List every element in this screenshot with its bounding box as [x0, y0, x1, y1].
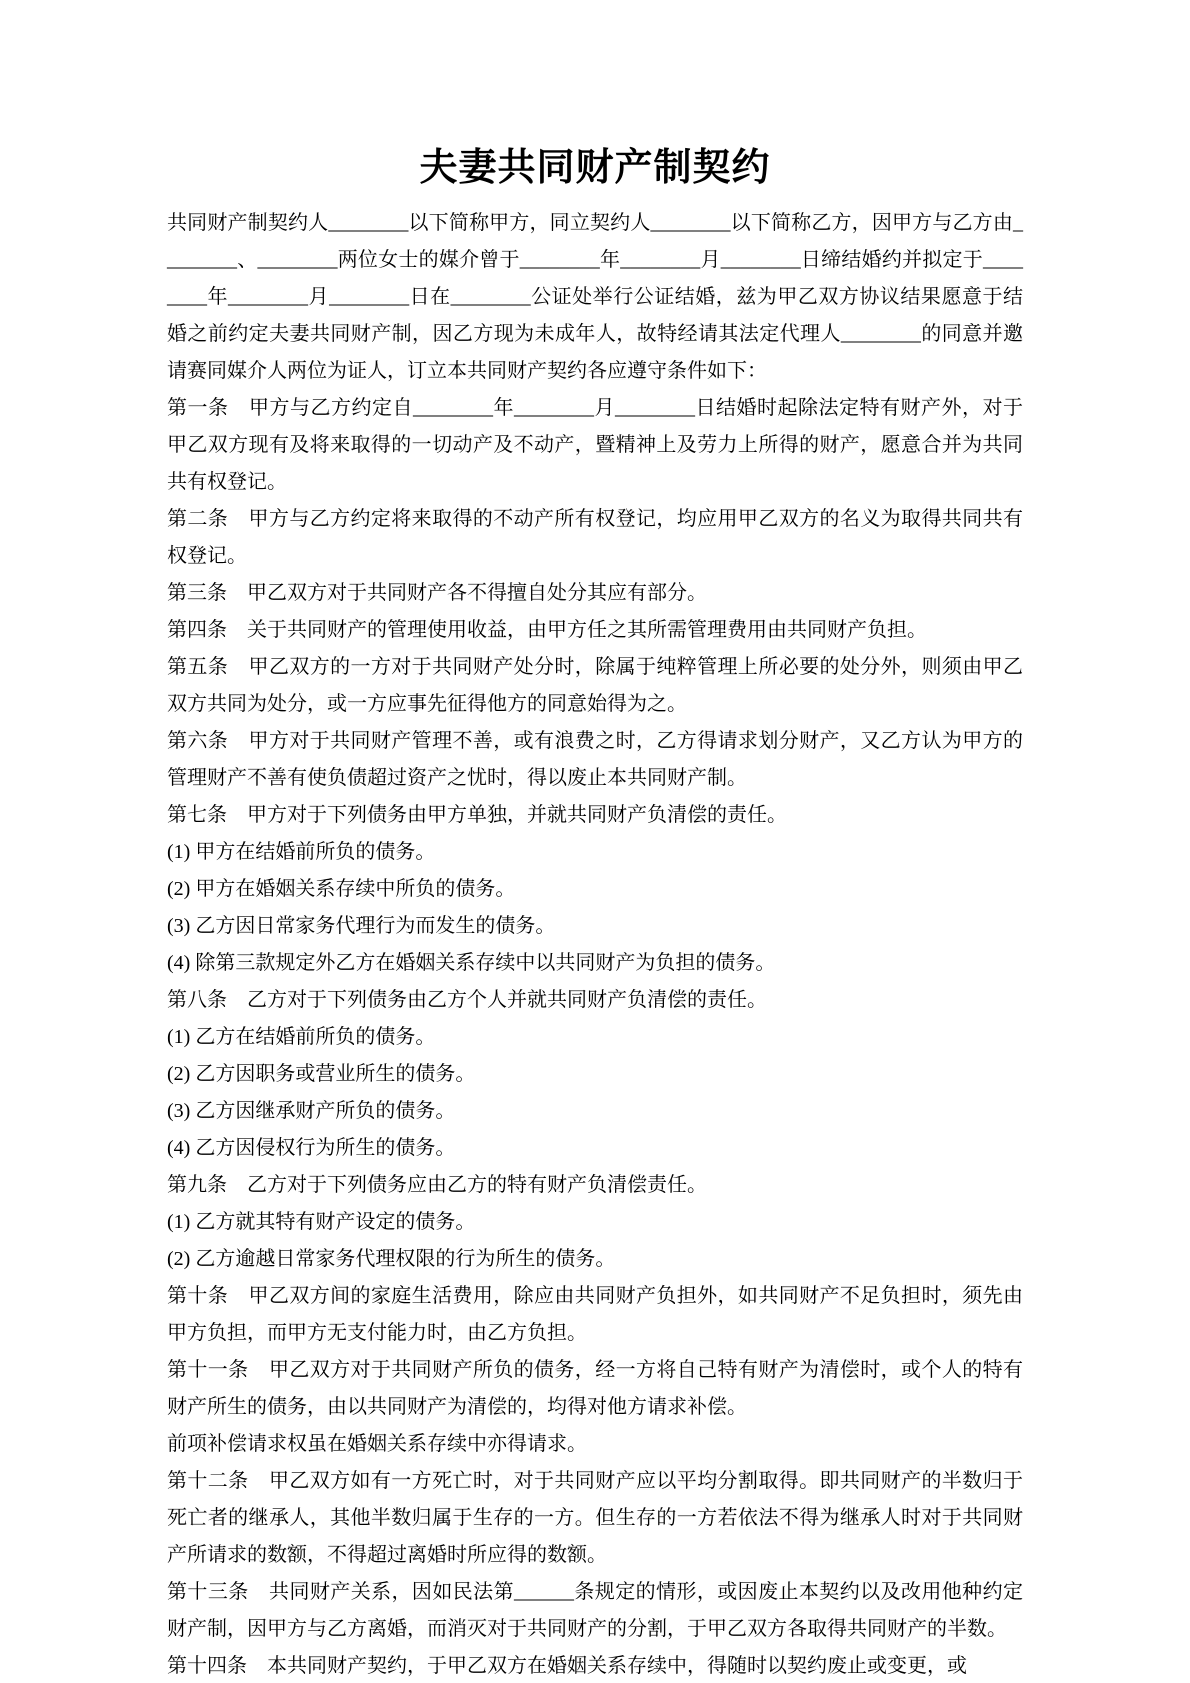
document-title: 夫妻共同财产制契约 — [419, 147, 771, 189]
contract-paragraph: 第八条 乙方对于下列债务由乙方个人并就共同财产负清偿的责任。 — [167, 989, 767, 1011]
contract-paragraph: (2) 乙方逾越日常家务代理权限的行为所生的债务。 — [167, 1248, 616, 1270]
contract-paragraph: 共同财产制契约人________以下简称甲方，同立契约人________以下简称乙方，因甲方与乙方由________、________两位女士的媒介曾于________年________月________日缔结婚约并拟定于________年________月________日在________公证处举行公证结婚，兹为甲乙双方协议结果愿意于结婚之前约定夫妻共同财产制，因乙方现为未成年人，故特经请其法定代理人________的同意并邀请赛同媒介人两位为证人，订立本共同财产契约各应遵守条件如下： — [167, 212, 1023, 382]
contract-paragraph: 第二条 甲方与乙方约定将来取得的不动产所有权登记，均应用甲乙双方的名义为取得共同共有权登记。 — [167, 508, 1023, 567]
contract-paragraph: 第六条 甲方对于共同财产管理不善，或有浪费之时，乙方得请求划分财产，又乙方认为甲方的管理财产不善有使负债超过资产之忧时，得以废止本共同财产制。 — [167, 730, 1023, 789]
contract-paragraph: 第五条 甲乙双方的一方对于共同财产处分时，除属于纯粹管理上所必要的处分外，则须由甲乙双方共同为处分，或一方应事先征得他方的同意始得为之。 — [167, 656, 1023, 715]
contract-paragraph: (1) 甲方在结婚前所负的债务。 — [167, 841, 436, 863]
document-body — [167, 205, 1023, 1683]
contract-paragraph: 第七条 甲方对于下列债务由甲方单独，并就共同财产负清偿的责任。 — [167, 804, 787, 826]
contract-paragraph: (3) 乙方因继承财产所负的债务。 — [167, 1100, 456, 1122]
contract-paragraph: 第十二条 甲乙双方如有一方死亡时，对于共同财产应以平均分割取得。即共同财产的半数归于死亡者的继承人，其他半数归属于生存的一方。但生存的一方若依法不得为继承人时对于共同财产所请求的数额，不得超过离婚时所应得的数额。 — [167, 1470, 1023, 1566]
contract-paragraph: (1) 乙方在结婚前所负的债务。 — [167, 1026, 436, 1048]
contract-paragraph: 第十四条 本共同财产契约，于甲乙双方在婚姻关系存续中，得随时以契约废止或变更，或 — [167, 1655, 967, 1677]
contract-paragraph: 第四条 关于共同财产的管理使用收益，由甲方任之其所需管理费用由共同财产负担。 — [167, 619, 927, 641]
contract-paragraph: 前项补偿请求权虽在婚姻关系存续中亦得请求。 — [167, 1433, 587, 1455]
contract-paragraph: 第一条 甲方与乙方约定自________年________月________日结婚时起除法定特有财产外，对于甲乙双方现有及将来取得的一切动产及不动产，暨精神上及劳力上所得的财产，愿意合并为共同共有权登记。 — [167, 397, 1023, 493]
contract-paragraph: 第三条 甲乙双方对于共同财产各不得擅自处分其应有部分。 — [167, 582, 707, 604]
contract-paragraph: (2) 甲方在婚姻关系存续中所负的债务。 — [167, 878, 516, 900]
contract-paragraph: 第十条 甲乙双方间的家庭生活费用，除应由共同财产负担外，如共同财产不足负担时，须先由甲方负担，而甲方无支付能力时，由乙方负担。 — [167, 1285, 1023, 1344]
contract-paragraph: (4) 乙方因侵权行为所生的债务。 — [167, 1137, 456, 1159]
contract-paragraph: 第十三条 共同财产关系，因如民法第______条规定的情形，或因废止本契约以及改用他种约定财产制，因甲方与乙方离婚，而消灭对于共同财产的分割，于甲乙双方各取得共同财产的半数。 — [167, 1581, 1023, 1640]
contract-paragraph: (3) 乙方因日常家务代理行为而发生的债务。 — [167, 915, 556, 937]
contract-paragraph: (1) 乙方就其特有财产设定的债务。 — [167, 1211, 476, 1233]
contract-paragraph: (4) 除第三款规定外乙方在婚姻关系存续中以共同财产为负担的债务。 — [167, 952, 776, 974]
contract-paragraph: 第十一条 甲乙双方对于共同财产所负的债务，经一方将自己特有财产为清偿时，或个人的特有财产所生的债务，由以共同财产为清偿的，均得对他方请求补偿。 — [167, 1359, 1023, 1418]
contract-paragraph: 第九条 乙方对于下列债务应由乙方的特有财产负清偿责任。 — [167, 1174, 707, 1196]
contract-paragraph: (2) 乙方因职务或营业所生的债务。 — [167, 1063, 476, 1085]
